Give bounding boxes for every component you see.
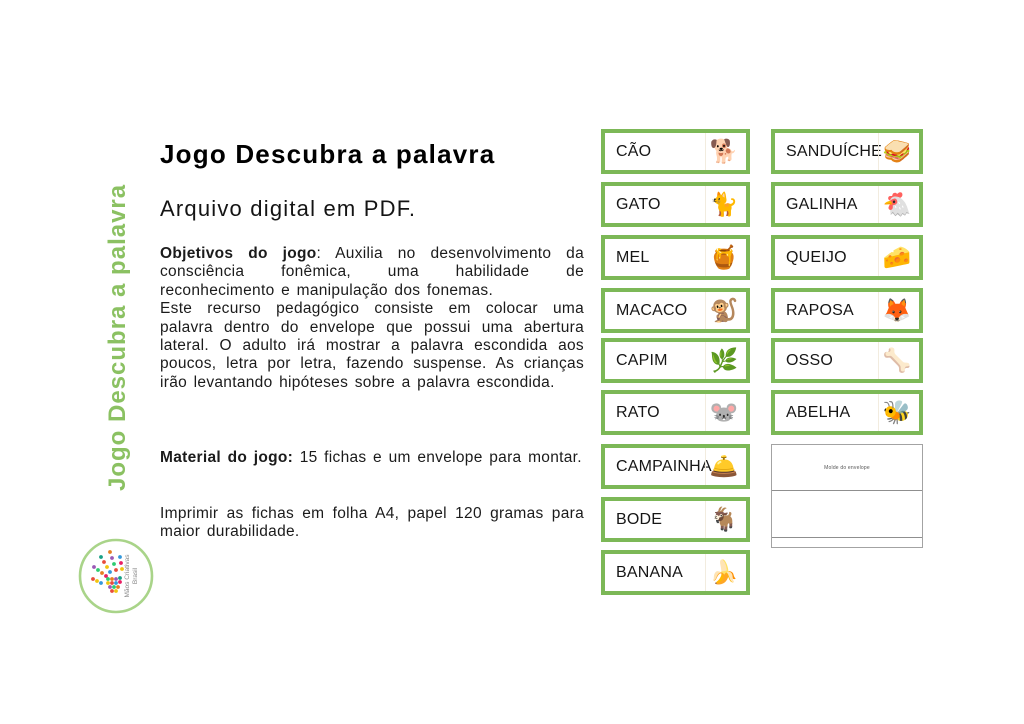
card-word: GALINHA bbox=[786, 195, 858, 213]
dog-icon: 🐕 bbox=[705, 133, 742, 170]
objectives-label: Objetivos do jogo bbox=[160, 245, 317, 262]
objectives-text-2: Este recurso pedagógico consiste em colocar uma palavra dentro do envelope que possui uma abertura lateral. O adulto irá mostrar a palavra escondida aos poucos, letra por letra, fazendo suspense. As crianças irão levantando hipóteses sobre a palavra escondida. bbox=[160, 300, 584, 391]
card-macaco bbox=[601, 288, 750, 333]
subtitle: Arquivo digital em PDF. bbox=[160, 196, 417, 221]
card-raposa bbox=[771, 288, 923, 333]
card-word: GATO bbox=[616, 195, 661, 213]
card-word: RATO bbox=[616, 403, 660, 421]
card-word: MEL bbox=[616, 248, 650, 266]
cat-icon: 🐈 bbox=[705, 186, 742, 223]
envelope-template bbox=[771, 444, 923, 548]
honey-icon: 🍯 bbox=[705, 239, 742, 276]
fox-icon: 🦊 bbox=[878, 292, 915, 329]
sandwich-icon: 🥪 bbox=[878, 133, 915, 170]
maos-criativas-brasil-logo bbox=[77, 537, 155, 615]
material-paragraph bbox=[160, 449, 584, 467]
bell-icon: 🛎️ bbox=[705, 448, 742, 485]
cheese-icon: 🧀 bbox=[878, 239, 915, 276]
objectives-paragraph bbox=[160, 245, 584, 392]
objectives-body: Auxilia no desenvolvimento da consciência fonêmica, uma habilidade de reconhecimento e manipulação dos fonemas. bbox=[160, 245, 584, 299]
card-osso bbox=[771, 338, 923, 383]
logo-hand-icon bbox=[77, 537, 155, 615]
card-rato bbox=[601, 390, 750, 435]
objectives-separator: : bbox=[316, 245, 336, 262]
material-label: Material do jogo: bbox=[160, 449, 294, 466]
card-word: CAPIM bbox=[616, 351, 668, 369]
card-bode bbox=[601, 497, 750, 542]
card-word: BANANA bbox=[616, 563, 683, 581]
logo-text-line1: Mãos Criativas bbox=[124, 554, 131, 598]
card-capim bbox=[601, 338, 750, 383]
bee-icon: 🐝 bbox=[878, 394, 915, 431]
envelope-template-label: Molde do envelope bbox=[824, 464, 870, 471]
envelope-strip bbox=[772, 538, 922, 547]
monkey-icon: 🐒 bbox=[705, 292, 742, 329]
card-queijo bbox=[771, 235, 923, 280]
mouse-icon: 🐭 bbox=[705, 394, 742, 431]
card-cao bbox=[601, 129, 750, 174]
vertical-product-title: Jogo Descubra a palavra bbox=[104, 183, 131, 491]
card-word: BODE bbox=[616, 510, 663, 528]
card-word: CAMPAINHA bbox=[616, 457, 712, 475]
goat-icon: 🐐 bbox=[705, 501, 742, 538]
envelope-pocket bbox=[772, 491, 922, 538]
material-body: 15 fichas e um envelope para montar. bbox=[293, 449, 582, 466]
card-word: SANDUÍCHE bbox=[786, 142, 883, 160]
card-galinha bbox=[771, 182, 923, 227]
card-abelha bbox=[771, 390, 923, 435]
envelope-flap bbox=[772, 445, 922, 491]
card-gato bbox=[601, 182, 750, 227]
logo-text-line2: Brasil bbox=[132, 567, 139, 585]
card-word: OSSO bbox=[786, 351, 834, 369]
objectives-text bbox=[160, 245, 584, 300]
card-mel bbox=[601, 235, 750, 280]
hen-icon: 🐔 bbox=[878, 186, 915, 223]
bone-icon: 🦴 bbox=[878, 342, 915, 379]
page-title: Jogo Descubra a palavra bbox=[160, 139, 496, 169]
card-word: CÃO bbox=[616, 142, 652, 160]
card-word: ABELHA bbox=[786, 403, 851, 421]
grass-icon: 🌿 bbox=[705, 342, 742, 379]
card-sanduiche bbox=[771, 129, 923, 174]
card-word: MACACO bbox=[616, 301, 688, 319]
card-word: RAPOSA bbox=[786, 301, 854, 319]
card-campainha bbox=[601, 444, 750, 489]
banana-icon: 🍌 bbox=[705, 554, 742, 591]
card-banana bbox=[601, 550, 750, 595]
print-note-paragraph: Imprimir as fichas em folha A4, papel 120 gramas para maior durabilidade. bbox=[160, 505, 584, 541]
card-word: QUEIJO bbox=[786, 248, 847, 266]
